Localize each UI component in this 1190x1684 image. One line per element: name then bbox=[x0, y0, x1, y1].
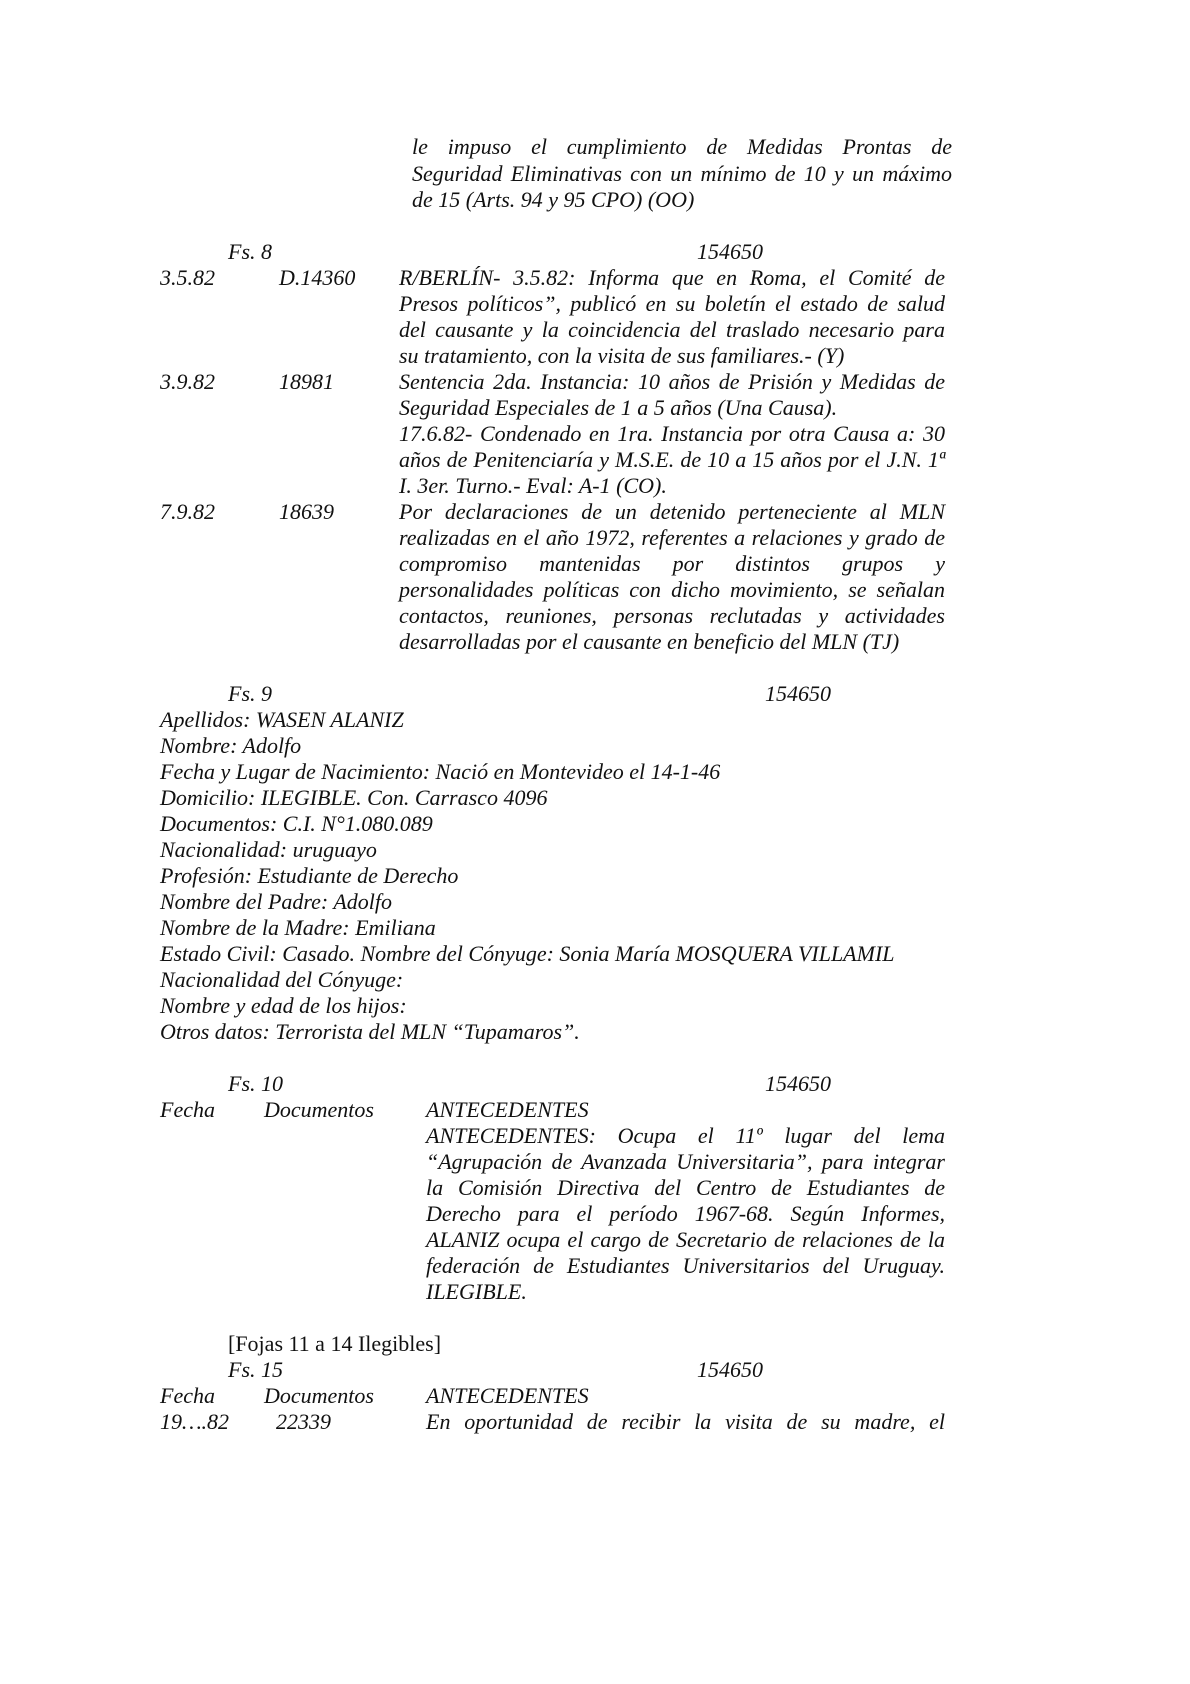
entry-date: 7.9.82 bbox=[160, 499, 215, 524]
entry-document: 18639 bbox=[279, 499, 334, 524]
antecedentes-line: federación de Estudiantes Universitarios del Uruguay. bbox=[426, 1253, 945, 1278]
entry-text-line: compromiso mantenidas por distintos grupos y bbox=[399, 551, 945, 576]
entry-text-line: años de Penitenciaría y M.S.E. de 10 a 15 años por el J.N. 1ª bbox=[399, 447, 945, 472]
personal-data-field: Apellidos: WASEN ALANIZ bbox=[160, 707, 404, 732]
personal-data-field: Estado Civil: Casado. Nombre del Cónyuge: Sonia María MOSQUERA VILLAMIL bbox=[160, 941, 895, 966]
folio-label: Fs. 15 bbox=[228, 1357, 283, 1382]
intro-line: Seguridad Eliminativas con un mínimo de 10 y un máximo bbox=[412, 161, 952, 186]
entry-text-line: 17.6.82- Condenado en 1ra. Instancia por otra Causa a: 30 bbox=[399, 421, 945, 446]
antecedentes-line: “Agrupación de Avanzada Universitaria”, para integrar bbox=[426, 1149, 945, 1174]
entry-text-line: R/BERLÍN- 3.5.82: Informa que en Roma, el Comité de bbox=[399, 265, 945, 290]
personal-data-field: Nombre y edad de los hijos: bbox=[160, 993, 407, 1018]
column-header-fecha: Fecha bbox=[160, 1097, 215, 1122]
folio-label: Fs. 8 bbox=[228, 239, 272, 264]
entry-text-line: Sentencia 2da. Instancia: 10 años de Prisión y Medidas de bbox=[399, 369, 945, 394]
entry-document: D.14360 bbox=[279, 265, 356, 290]
entry-text-line: personalidades políticas con dicho movimiento, se señalan bbox=[399, 577, 945, 602]
personal-data-field: Nacionalidad del Cónyuge: bbox=[160, 967, 404, 992]
antecedentes-line: ILEGIBLE. bbox=[426, 1279, 527, 1304]
entry-text-line: Presos políticos”, publicó en su boletín el estado de salud bbox=[399, 291, 945, 316]
antecedentes-line: Derecho para el período 1967-68. Según Informes, bbox=[426, 1201, 945, 1226]
column-header-documentos: Documentos bbox=[264, 1383, 374, 1408]
folio-label: Fs. 9 bbox=[228, 681, 272, 706]
entry-document: 18981 bbox=[279, 369, 334, 394]
entry-text-line: desarrolladas por el causante en beneficio del MLN (TJ) bbox=[399, 629, 900, 654]
entry-text-line: realizadas en el año 1972, referentes a relaciones y grado de bbox=[399, 525, 945, 550]
intro-line: le impuso el cumplimiento de Medidas Prontas de bbox=[412, 134, 952, 159]
personal-data-field: Domicilio: ILEGIBLE. Con. Carrasco 4096 bbox=[160, 785, 548, 810]
column-header-antecedentes: ANTECEDENTES bbox=[426, 1097, 589, 1122]
entry-text-line: contactos, reuniones, personas reclutadas y actividades bbox=[399, 603, 945, 628]
intro-line: de 15 (Arts. 94 y 95 CPO) (OO) bbox=[412, 187, 695, 212]
entry-text-line: Seguridad Especiales de 1 a 5 años (Una Causa). bbox=[399, 395, 838, 420]
folio-label: Fs. 10 bbox=[228, 1071, 283, 1096]
antecedentes-line: la Comisión Directiva del Centro de Estudiantes de bbox=[426, 1175, 945, 1200]
column-header-fecha: Fecha bbox=[160, 1383, 215, 1408]
column-header-documentos: Documentos bbox=[264, 1097, 374, 1122]
entry-document: 22339 bbox=[276, 1409, 331, 1434]
personal-data-field: Documentos: C.I. N°1.080.089 bbox=[160, 811, 433, 836]
antecedentes-line: ALANIZ ocupa el cargo de Secretario de relaciones de la bbox=[426, 1227, 945, 1252]
personal-data-field: Fecha y Lugar de Nacimiento: Nació en Montevideo el 14-1-46 bbox=[160, 759, 721, 784]
personal-data-field: Nacionalidad: uruguayo bbox=[160, 837, 377, 862]
entry-date: 3.5.82 bbox=[160, 265, 215, 290]
personal-data-field: Profesión: Estudiante de Derecho bbox=[160, 863, 459, 888]
entry-text-line: Por declaraciones de un detenido perteneciente al MLN bbox=[399, 499, 945, 524]
entry-text-line: I. 3er. Turno.- Eval: A-1 (CO). bbox=[399, 473, 667, 498]
file-number: 154650 bbox=[765, 1071, 831, 1096]
personal-data-field: Nombre de la Madre: Emiliana bbox=[160, 915, 436, 940]
antecedentes-line: ANTECEDENTES: Ocupa el 11º lugar del lema bbox=[426, 1123, 945, 1148]
file-number: 154650 bbox=[697, 239, 763, 264]
entry-text-line: En oportunidad de recibir la visita de su madre, el bbox=[426, 1409, 945, 1434]
file-number: 154650 bbox=[765, 681, 831, 706]
personal-data-field: Otros datos: Terrorista del MLN “Tupamaros”. bbox=[160, 1019, 580, 1044]
entry-date: 3.9.82 bbox=[160, 369, 215, 394]
entry-text-line: su tratamiento, con la visita de sus familiares.- (Y) bbox=[399, 343, 845, 368]
personal-data-field: Nombre: Adolfo bbox=[160, 733, 302, 758]
fojas-note: [Fojas 11 a 14 Ilegibles] bbox=[228, 1331, 442, 1356]
personal-data-field: Nombre del Padre: Adolfo bbox=[160, 889, 392, 914]
entry-text-line: del causante y la coincidencia del traslado necesario para bbox=[399, 317, 945, 342]
file-number: 154650 bbox=[697, 1357, 763, 1382]
entry-date: 19….82 bbox=[160, 1409, 230, 1434]
column-header-antecedentes: ANTECEDENTES bbox=[426, 1383, 589, 1408]
